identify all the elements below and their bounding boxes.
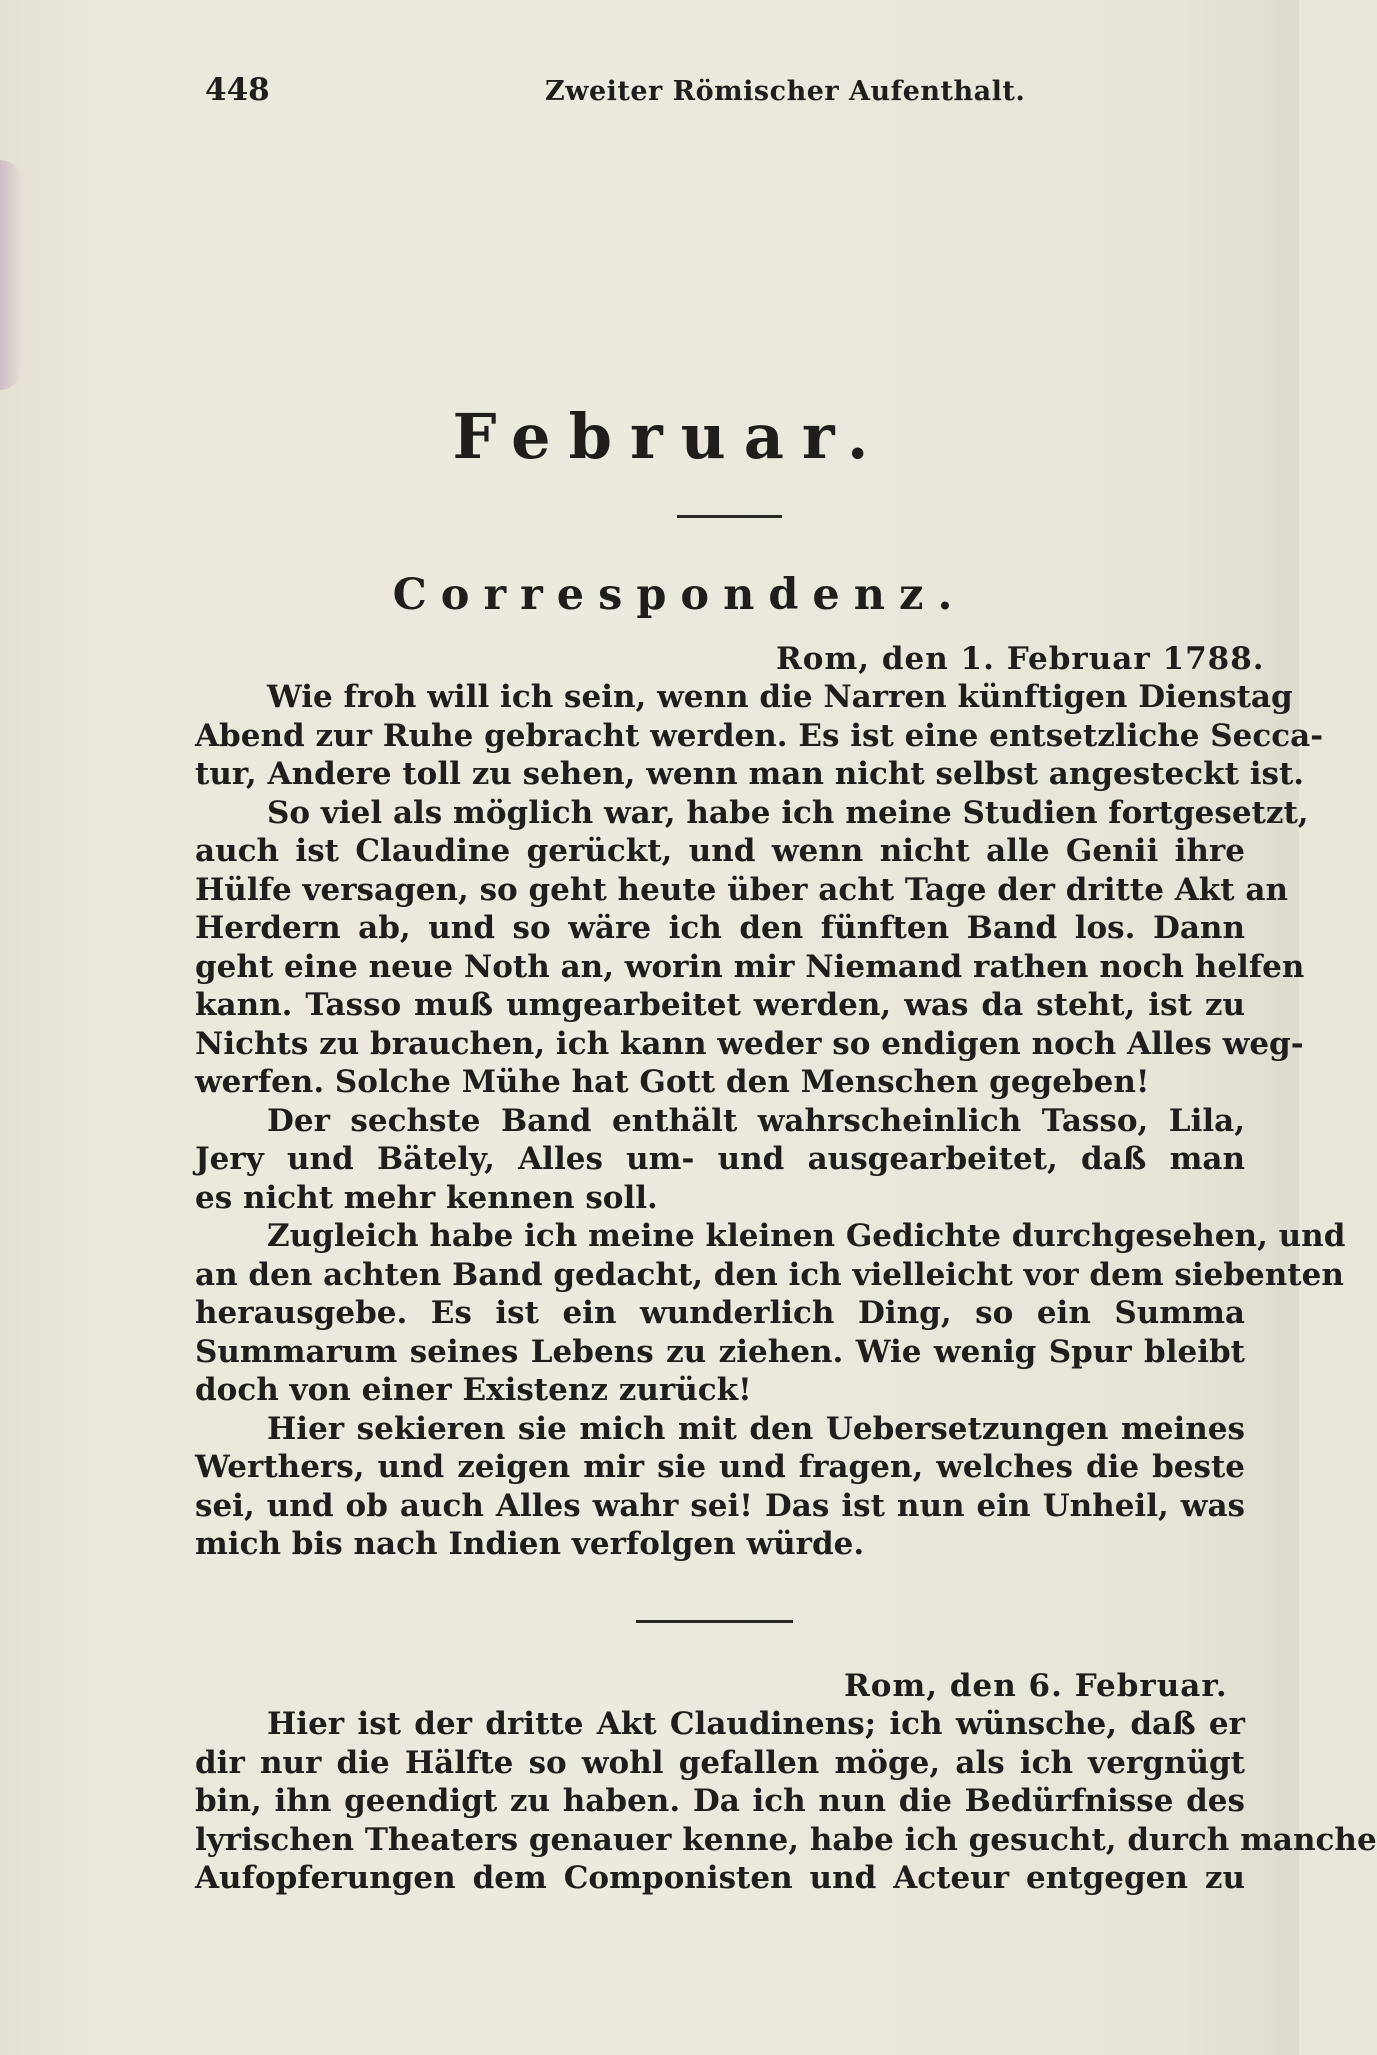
text-line: Hier ist der dritte Akt Claudinens; ich wünsche, daß er	[267, 1706, 1245, 1742]
text-line: sei, und ob auch Alles wahr sei! Das ist nun ein Unheil, was	[195, 1487, 1245, 1524]
text-line: Jery und Bätely, Alles um- und ausgearbeitet, daß man	[195, 1141, 1245, 1177]
text-line: Abend zur Ruhe gebracht werden. Es ist eine entsetzliche Secca-	[195, 717, 1324, 754]
text-line: Der sechste Band enthält wahrscheinlich Tasso, Lila,	[267, 1102, 1245, 1139]
running-head	[205, 72, 1075, 112]
text-line: Nichts zu brauchen, ich kann weder so endigen noch Alles weg-	[195, 1025, 1304, 1062]
month-title: Februar.	[452, 400, 887, 473]
section-title: Correspondenz.	[392, 570, 967, 620]
title-rule	[677, 515, 782, 518]
text-line: Aufopferungen dem Componisten und Acteur entgegen zu	[195, 1860, 1245, 1896]
text-line: herausgebe. Es ist ein wunderlich Ding, so ein Summa	[195, 1295, 1245, 1331]
text-line: Zugleich habe ich meine kleinen Gedichte durchgesehen, und	[267, 1218, 1346, 1254]
text-line: bin, ihn geendigt zu haben. Da ich nun die Bedürfnisse des	[195, 1783, 1245, 1819]
text-line: es nicht mehr kennen soll.	[195, 1179, 658, 1216]
text-line: Summarum seines Lebens zu ziehen. Wie wenig Spur bleibt	[195, 1333, 1245, 1370]
letter-1-dateline: Rom, den 1. Februar 1788.	[776, 641, 1265, 677]
page-number: 448	[205, 72, 270, 108]
letter-1-body	[195, 678, 1346, 1564]
running-title: Zweiter Römischer Aufenthalt.	[545, 76, 1026, 107]
text-line: Werthers, und zeigen mir sie und fragen, welches die beste	[195, 1449, 1245, 1485]
text-line: lyrischen Theaters genauer kenne, habe ich gesucht, durch manche	[195, 1821, 1377, 1858]
text-line: Herdern ab, und so wäre ich den fünften Band los. Dann	[195, 910, 1245, 946]
text-line: Hier sekieren sie mich mit den Uebersetzungen meines	[267, 1410, 1245, 1447]
text-line: an den achten Band gedacht, den ich vielleicht vor dem siebenten	[195, 1256, 1344, 1293]
text-line: dir nur die Hälfte so wohl gefallen möge, als ich vergnügt	[195, 1744, 1245, 1781]
text-line: Hülfe versagen, so geht heute über acht Tage der dritte Akt an	[195, 871, 1288, 908]
page-stain	[0, 160, 22, 390]
text-line: kann. Tasso muß umgearbeitet werden, was da steht, ist zu	[195, 987, 1245, 1023]
text-line: werfen. Solche Mühe hat Gott den Menschen gegeben!	[195, 1064, 1150, 1100]
text-line: So viel als möglich war, habe ich meine Studien fortgesetzt,	[267, 794, 1309, 831]
text-line: mich bis nach Indien verfolgen würde.	[195, 1526, 865, 1562]
letter-2-dateline: Rom, den 6. Februar.	[844, 1668, 1228, 1704]
text-line: auch ist Claudine gerückt, und wenn nicht alle Genii ihre	[195, 833, 1245, 869]
section-rule	[636, 1620, 793, 1623]
text-line: Wie froh will ich sein, wenn die Narren künftigen Dienstag	[267, 679, 1293, 715]
text-line: geht eine neue Noth an, worin mir Niemand rathen noch helfen	[195, 948, 1305, 985]
letter-2-body	[195, 1705, 1377, 1898]
text-line: tur, Andere toll zu sehen, wenn man nicht selbst angesteckt ist.	[195, 756, 1305, 792]
text-line: doch von einer Existenz zurück!	[195, 1372, 752, 1408]
